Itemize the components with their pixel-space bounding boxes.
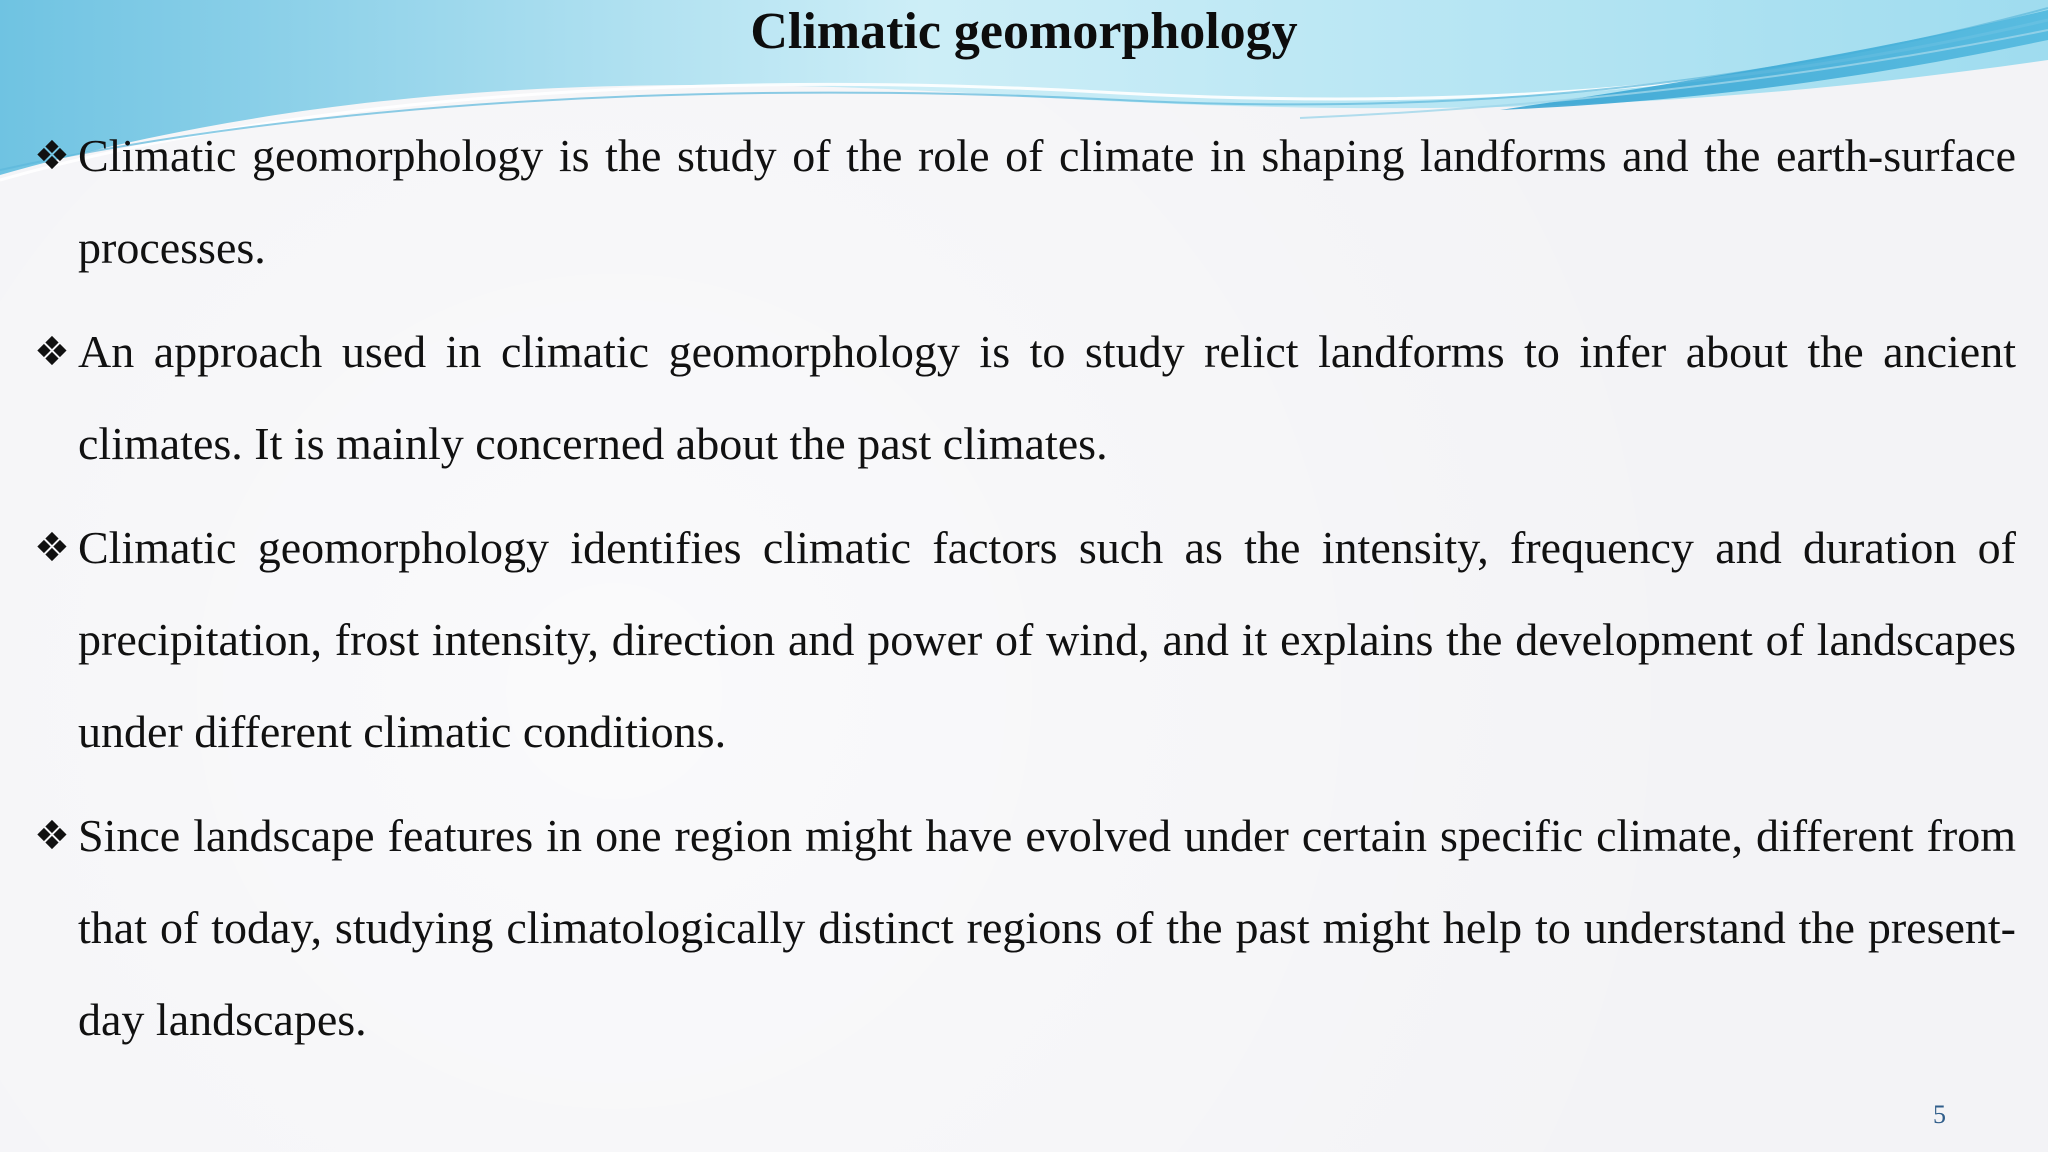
bullet-text: Climatic geomorphology identifies climatic factors such as the intensity, frequency and duration of precipitation, frost intensity, direction and power of wind, and it explains the development of landscapes under different climatic conditions. — [78, 522, 2016, 757]
bullet-text: Since landscape features in one region might have evolved under certain specific climate, different from that of today, studying climatologically distinct regions of the past might help to understand the present-day landscapes. — [78, 810, 2016, 1045]
bullet-text: An approach used in climatic geomorphology is to study relict landforms to infer about the ancient climates. It is mainly concerned about the past climates. — [78, 326, 2016, 469]
page-number: 5 — [1933, 1100, 1946, 1129]
diamond-bullet-icon: ❖ — [34, 525, 70, 571]
bullet-text: Climatic geomorphology is the study of the role of climate in shaping landforms and the earth-surface processes. — [78, 130, 2016, 273]
bullet-item — [34, 790, 2016, 1066]
diamond-bullet-icon: ❖ — [34, 329, 70, 375]
diamond-bullet-icon: ❖ — [34, 133, 70, 179]
diamond-bullet-icon: ❖ — [34, 813, 70, 859]
slide-title: Climatic geomorphology — [750, 3, 1298, 60]
bullet-item — [34, 306, 2016, 490]
bullet-item — [34, 502, 2016, 778]
bullet-list — [34, 110, 2016, 1078]
bullet-item — [34, 110, 2016, 294]
